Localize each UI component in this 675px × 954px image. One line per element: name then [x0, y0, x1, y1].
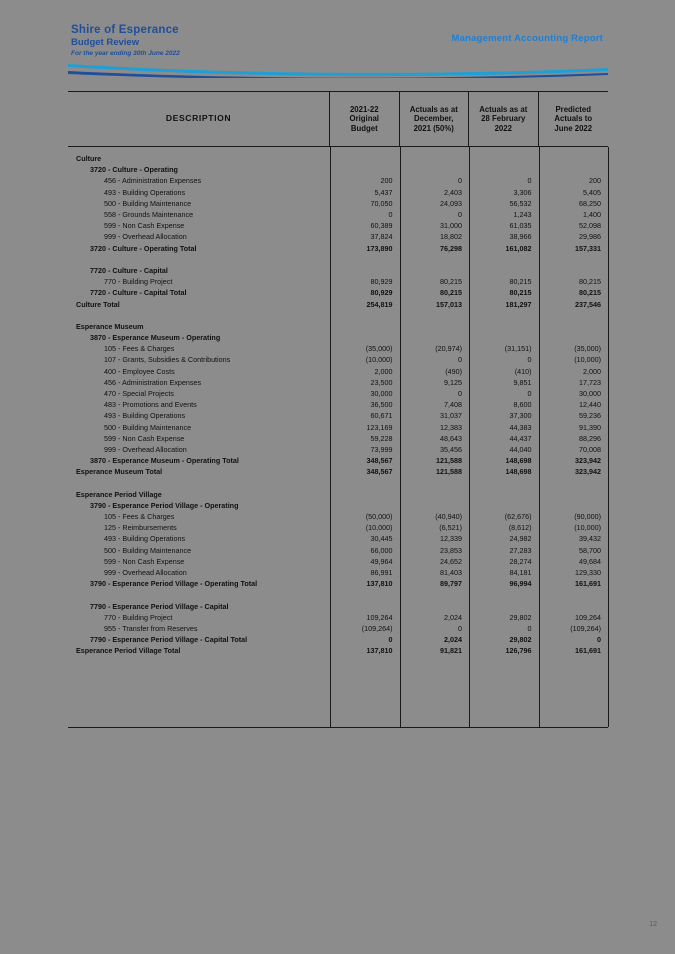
- row-value: 1,400: [583, 210, 601, 220]
- row-value: (62,676): [504, 512, 532, 522]
- row-value: 39,432: [579, 534, 601, 544]
- table-row: [68, 354, 608, 365]
- row-value: (490): [445, 366, 462, 376]
- row-description: 7790 - Esperance Period Village - Capital: [90, 601, 229, 611]
- row-value: 12,440: [579, 400, 601, 410]
- row-value: 58,700: [579, 545, 601, 555]
- row-value: (40,940): [435, 512, 462, 522]
- row-value: 73,999: [370, 444, 393, 454]
- row-value: 31,000: [440, 221, 462, 231]
- row-description: 3720 - Culture - Operating Total: [90, 243, 197, 253]
- row-value: 52,098: [579, 221, 601, 231]
- row-value: 161,691: [575, 579, 601, 589]
- row-value: 49,684: [579, 556, 601, 566]
- row-value: 0: [458, 210, 462, 220]
- table-row: [68, 645, 608, 656]
- row-value: 0: [527, 355, 532, 365]
- report-header-left: [71, 24, 180, 59]
- row-value: 30,000: [579, 389, 601, 399]
- row-description: 105 - Fees & Charges: [104, 344, 175, 354]
- row-value: (20,974): [435, 344, 462, 354]
- row-value: 109,264: [366, 612, 393, 622]
- row-value: (35,000): [574, 344, 601, 354]
- row-description: 3870 - Esperance Museum - Operating: [90, 333, 221, 343]
- table-row: [68, 310, 608, 321]
- report-type-label: Management Accounting Report: [451, 33, 603, 44]
- row-value: 173,890: [366, 243, 393, 253]
- table-row: [68, 220, 608, 231]
- table-row: [68, 265, 608, 276]
- row-value: (10,000): [574, 355, 601, 365]
- row-description: 3790 - Esperance Period Village - Operating: [90, 500, 239, 510]
- row-value: 91,821: [440, 646, 462, 656]
- row-description: 493 - Building Operations: [104, 534, 186, 544]
- table-row: [68, 410, 608, 421]
- row-value: 48,643: [440, 433, 462, 443]
- row-value: (10,000): [574, 523, 601, 533]
- row-description: 107 - Grants, Subsidies & Contributions: [104, 355, 231, 365]
- row-value: 12,339: [440, 534, 462, 544]
- row-value: 2,000: [374, 366, 393, 376]
- table-rows: [68, 147, 608, 666]
- row-value: 148,698: [505, 467, 532, 477]
- row-value: 30,000: [370, 389, 393, 399]
- table-row: [68, 433, 608, 444]
- table-row: [68, 254, 608, 265]
- row-description: 500 - Building Maintenance: [104, 198, 192, 208]
- row-description: 500 - Building Maintenance: [104, 422, 192, 432]
- table-row: [68, 545, 608, 556]
- table-row: [68, 578, 608, 589]
- column-header-actuals-february: Actuals as at 28 February 2022: [469, 92, 539, 146]
- row-value: 200: [380, 176, 393, 186]
- row-value: 80,215: [509, 277, 532, 287]
- row-value: 9,125: [444, 377, 462, 387]
- table-row: [68, 466, 608, 477]
- row-description: 599 - Non Cash Expense: [104, 221, 185, 231]
- row-value: 137,810: [366, 646, 393, 656]
- row-value: 2,000: [583, 366, 601, 376]
- table-row: [68, 422, 608, 433]
- table-row: [68, 321, 608, 332]
- table-row: [68, 276, 608, 287]
- row-description: 456 - Administration Expenses: [104, 176, 202, 186]
- row-value: 1,243: [513, 210, 532, 220]
- column-header-predicted-actuals: Predicted Actuals to June 2022: [554, 104, 593, 133]
- row-value: 8,600: [513, 400, 532, 410]
- row-value: 49,964: [370, 556, 393, 566]
- table-row: [68, 601, 608, 612]
- row-value: 161,082: [505, 243, 532, 253]
- row-value: 59,228: [370, 433, 393, 443]
- row-value: 44,040: [509, 444, 532, 454]
- row-value: 56,532: [509, 198, 532, 208]
- table-row: [68, 477, 608, 488]
- column-header-actuals-december: Actuals as at December, 2021 (50%): [400, 92, 470, 146]
- row-value: 237,546: [575, 299, 601, 309]
- row-value: 59,236: [579, 411, 601, 421]
- row-value: 66,000: [370, 545, 393, 555]
- table-row: [68, 444, 608, 455]
- row-value: 23,853: [440, 545, 462, 555]
- row-description: 500 - Building Maintenance: [104, 545, 192, 555]
- row-description: 7720 - Culture - Capital: [90, 265, 168, 275]
- row-value: 80,215: [509, 288, 532, 298]
- row-value: 2,024: [444, 635, 462, 645]
- table-column-headers: [68, 92, 608, 147]
- row-value: 2,024: [444, 612, 462, 622]
- row-value: 81,403: [440, 568, 462, 578]
- row-value: 9,851: [513, 377, 532, 387]
- row-value: 129,330: [575, 568, 601, 578]
- table-row: [68, 332, 608, 343]
- table-row: [68, 164, 608, 175]
- table-row: [68, 243, 608, 254]
- table-row: [68, 634, 608, 645]
- row-description: Esperance Museum: [76, 321, 144, 331]
- row-description: 599 - Non Cash Expense: [104, 556, 185, 566]
- table-row: [68, 556, 608, 567]
- table-row: [68, 175, 608, 186]
- table-divider-5: [608, 147, 609, 727]
- row-value: 323,942: [575, 456, 601, 466]
- row-value: 161,691: [575, 646, 601, 656]
- row-value: 80,215: [579, 277, 601, 287]
- row-value: 38,966: [509, 232, 532, 242]
- row-value: 109,264: [575, 612, 601, 622]
- table-row: [68, 209, 608, 220]
- row-value: 37,824: [370, 232, 393, 242]
- row-description: 125 - Reimbursements: [104, 523, 177, 533]
- row-value: 80,215: [440, 288, 462, 298]
- header-swoosh-graphic: [68, 62, 608, 78]
- row-description: 955 - Transfer from Reserves: [104, 623, 198, 633]
- row-value: 23,500: [370, 377, 393, 387]
- row-value: 200: [589, 176, 601, 186]
- row-value: (410): [514, 366, 532, 376]
- row-value: 30,445: [370, 534, 393, 544]
- row-value: 0: [527, 176, 532, 186]
- row-description: 558 - Grounds Maintenance: [104, 210, 194, 220]
- table-row: [68, 567, 608, 578]
- table-row: [68, 455, 608, 466]
- row-value: 31,037: [440, 411, 462, 421]
- row-value: 0: [388, 210, 393, 220]
- table-row: [68, 298, 608, 309]
- row-value: 44,437: [509, 433, 532, 443]
- row-description: 483 - Promotions and Events: [104, 400, 197, 410]
- row-value: 76,298: [440, 243, 462, 253]
- row-value: 12,383: [440, 422, 462, 432]
- row-description: Esperance Period Village Total: [76, 646, 181, 656]
- row-value: 44,383: [509, 422, 532, 432]
- row-value: 89,797: [440, 579, 462, 589]
- table-row: [68, 612, 608, 623]
- column-header-description: DESCRIPTION: [68, 92, 330, 146]
- row-value: 0: [458, 355, 462, 365]
- row-value: 36,500: [370, 400, 393, 410]
- row-value: (31,151): [504, 344, 532, 354]
- row-value: 7,408: [444, 400, 462, 410]
- row-description: 493 - Building Operations: [104, 411, 186, 421]
- row-description: 7720 - Culture - Capital Total: [90, 288, 187, 298]
- row-description: 470 - Special Projects: [104, 389, 174, 399]
- table-row: [68, 589, 608, 600]
- row-description: 3790 - Esperance Period Village - Operating Total: [90, 579, 258, 589]
- row-value: 86,991: [370, 568, 393, 578]
- row-value: 80,215: [440, 277, 462, 287]
- table-row: [68, 489, 608, 500]
- row-value: 0: [527, 389, 532, 399]
- row-value: 24,652: [440, 556, 462, 566]
- row-value: 68,250: [579, 198, 601, 208]
- row-value: 0: [527, 623, 532, 633]
- table-row: [68, 377, 608, 388]
- table-body: [68, 147, 608, 727]
- row-value: (35,000): [365, 344, 393, 354]
- table-row: [68, 511, 608, 522]
- row-description: 599 - Non Cash Expense: [104, 433, 185, 443]
- row-description: 3720 - Culture - Operating: [90, 165, 178, 175]
- row-value: (109,264): [570, 623, 601, 633]
- table-row: [68, 343, 608, 354]
- row-value: 60,389: [370, 221, 393, 231]
- row-description: 400 - Employee Costs: [104, 366, 175, 376]
- row-description: 493 - Building Operations: [104, 187, 186, 197]
- row-value: (10,000): [365, 523, 393, 533]
- table-row: [68, 287, 608, 298]
- row-value: 0: [458, 176, 462, 186]
- row-description: 770 - Building Project: [104, 612, 173, 622]
- row-value: 121,588: [436, 467, 462, 477]
- row-value: 60,671: [370, 411, 393, 421]
- row-value: 0: [597, 635, 601, 645]
- row-value: 254,819: [366, 299, 393, 309]
- table-row: [68, 153, 608, 164]
- row-value: 27,283: [509, 545, 532, 555]
- column-header-original-budget: 2021-22 Original Budget: [330, 92, 400, 146]
- row-description: Esperance Period Village: [76, 489, 162, 499]
- table-row: [68, 623, 608, 634]
- table-row: [68, 187, 608, 198]
- row-value: 348,567: [366, 467, 393, 477]
- table-row: [68, 399, 608, 410]
- row-description: 999 - Overhead Allocation: [104, 568, 187, 578]
- row-description: 7790 - Esperance Period Village - Capital Total: [90, 635, 248, 645]
- row-value: 2,403: [444, 187, 462, 197]
- row-value: 181,297: [505, 299, 532, 309]
- row-value: 28,274: [509, 556, 532, 566]
- row-description: 105 - Fees & Charges: [104, 512, 175, 522]
- row-value: 80,929: [370, 277, 393, 287]
- row-value: (6,521): [439, 523, 462, 533]
- row-value: 5,437: [374, 187, 393, 197]
- table-row: [68, 366, 608, 377]
- row-value: 29,802: [509, 612, 532, 622]
- row-value: 18,802: [440, 232, 462, 242]
- row-value: 126,796: [505, 646, 532, 656]
- row-value: (90,000): [574, 512, 601, 522]
- row-value: 70,008: [579, 444, 601, 454]
- report-table: [68, 91, 608, 728]
- row-value: 37,300: [509, 411, 532, 421]
- row-value: 323,942: [575, 467, 601, 477]
- table-row: [68, 500, 608, 511]
- row-value: 29,986: [579, 232, 601, 242]
- row-value: 91,390: [579, 422, 601, 432]
- row-value: 148,698: [505, 456, 532, 466]
- row-value: 80,929: [370, 288, 393, 298]
- row-value: (50,000): [365, 512, 393, 522]
- row-value: 0: [458, 623, 462, 633]
- row-value: (109,264): [361, 623, 393, 633]
- table-row: [68, 198, 608, 209]
- row-value: 88,296: [579, 433, 601, 443]
- row-value: 121,588: [436, 456, 462, 466]
- row-value: 24,982: [509, 534, 532, 544]
- row-value: 24,093: [440, 198, 462, 208]
- row-description: 456 - Administration Expenses: [104, 377, 202, 387]
- organisation-name: Shire of Esperance: [71, 24, 179, 36]
- row-value: 3,306: [513, 187, 532, 197]
- row-value: 0: [458, 389, 462, 399]
- row-value: (10,000): [365, 355, 393, 365]
- row-value: 123,169: [366, 422, 393, 432]
- table-row: [68, 231, 608, 242]
- row-value: 157,331: [575, 243, 601, 253]
- row-value: 0: [388, 635, 393, 645]
- row-description: Culture: [76, 154, 102, 164]
- row-description: Esperance Museum Total: [76, 467, 163, 477]
- page-number: 12: [649, 921, 657, 928]
- row-value: 137,810: [366, 579, 393, 589]
- table-row: [68, 388, 608, 399]
- row-value: 80,215: [579, 288, 601, 298]
- row-value: 84,181: [509, 568, 532, 578]
- row-value: (8,612): [508, 523, 532, 533]
- row-description: 770 - Building Project: [104, 277, 173, 287]
- table-row: [68, 522, 608, 533]
- row-description: 999 - Overhead Allocation: [104, 232, 187, 242]
- row-value: 70,050: [370, 198, 393, 208]
- row-value: 96,994: [509, 579, 532, 589]
- document-subtitle: For the year ending 30th June 2022: [71, 50, 180, 57]
- row-value: 29,802: [509, 635, 532, 645]
- row-description: 999 - Overhead Allocation: [104, 444, 187, 454]
- row-value: 348,567: [366, 456, 393, 466]
- row-description: Culture Total: [76, 299, 120, 309]
- row-value: 157,013: [436, 299, 462, 309]
- table-row: [68, 533, 608, 544]
- row-description: 3870 - Esperance Museum - Operating Total: [90, 456, 239, 466]
- row-value: 61,035: [509, 221, 532, 231]
- row-value: 17,723: [579, 377, 601, 387]
- row-value: 5,405: [583, 187, 601, 197]
- document-title: Budget Review: [71, 37, 140, 48]
- row-value: 35,456: [440, 444, 462, 454]
